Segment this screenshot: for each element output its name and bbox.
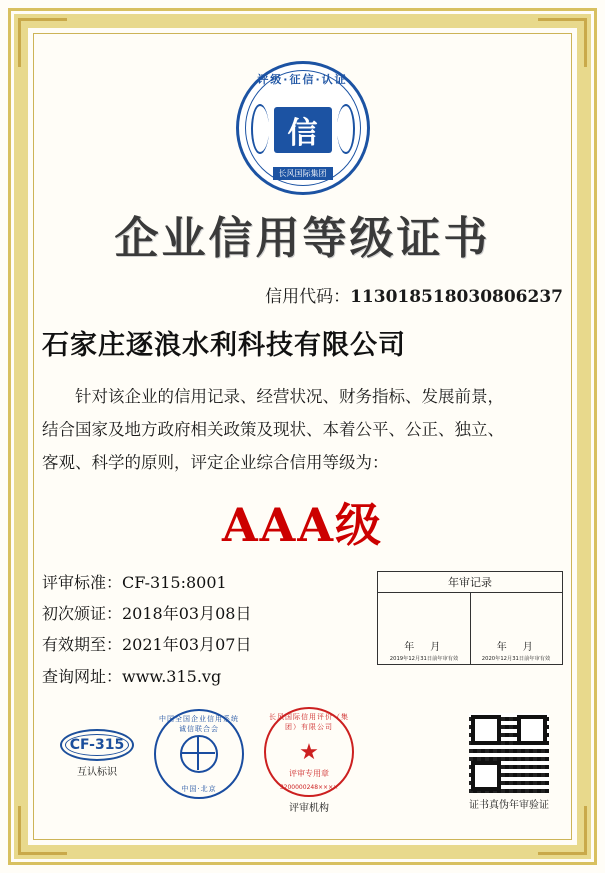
evaluation-agency-seal	[264, 707, 354, 814]
agency-seal-top-text: 长风国际信用评价（集团）有限公司	[269, 713, 349, 731]
body-line-3: 客观、科学的原则，评定企业综合信用等级为：	[42, 453, 389, 472]
detail-valid-until: 有效期至：2021年03月07日	[42, 635, 252, 655]
qr-code-icon[interactable]	[469, 713, 549, 793]
emblem-laurel-left-icon	[251, 104, 269, 154]
evaluation-agency-seal-icon	[264, 707, 354, 797]
association-seal-bottom-text: 中国·北京	[181, 785, 217, 793]
organization-emblem-icon	[236, 61, 370, 195]
annual-review-box	[377, 571, 563, 665]
details-list	[42, 567, 367, 692]
emblem-laurel-right-icon	[337, 104, 355, 154]
body-line-1-text: 针对该企业的信用记录、经营状况、财务指标、发展前景，	[75, 387, 504, 406]
emblem-area	[42, 62, 563, 194]
annual-review-note: 2020年12月31日前年审有效	[482, 656, 551, 662]
credit-code-line	[42, 282, 563, 307]
details-and-annual-review	[42, 567, 563, 692]
page-title: 企业信用等级证书	[114, 213, 491, 264]
mutual-recognition-label: 互认标识	[77, 767, 117, 778]
body-line-1	[42, 380, 563, 413]
association-seal-top-text: 中国全国企业信用系统诚信联合会	[159, 715, 239, 733]
detail-standard: 评审标准：CF-315:8001	[42, 573, 227, 592]
agency-seal-number: 3200000248××××	[279, 784, 339, 791]
annual-review-note: 2019年12月31日前年审有效	[389, 656, 458, 662]
emblem-core-character: 信	[274, 107, 332, 153]
annual-review-cell	[378, 593, 470, 664]
company-name: 石家庄逐浪水利科技有限公司	[42, 330, 406, 361]
qr-verification-label: 证书真伪年审验证	[469, 800, 549, 811]
emblem-top-text: 评级·征信·认证	[257, 73, 348, 86]
star-icon: ★	[299, 739, 319, 764]
globe-icon	[180, 735, 218, 773]
annual-review-date: 年 月	[496, 642, 536, 653]
certificate-content	[42, 40, 563, 833]
emblem-band-text: 长风国际集团	[273, 167, 333, 180]
credit-code-value: 113018518030806237	[350, 287, 563, 307]
mutual-recognition-seal	[60, 729, 134, 778]
qr-verification-block	[469, 713, 549, 811]
certificate-body-text	[42, 380, 563, 479]
detail-issue-date: 初次颁证：2018年03月08日	[42, 604, 252, 624]
agency-center-label: 评审机构	[289, 803, 329, 814]
annual-review-cell	[470, 593, 563, 664]
cf-315-badge-icon: CF-315	[60, 729, 134, 761]
detail-query-url[interactable]: 查询网址：www.315.vg	[42, 666, 222, 686]
body-line-2: 结合国家及地方政府相关政策及现状、本着公平、公正、独立、	[42, 420, 504, 439]
annual-review-date: 年 月	[404, 642, 444, 653]
credit-grade: AAA级	[221, 498, 384, 552]
agency-seal-inner-text: 评审专用章	[289, 769, 329, 778]
association-seal	[154, 709, 244, 799]
credit-code-label: 信用代码：	[265, 287, 351, 307]
annual-review-title: 年审记录	[378, 572, 562, 593]
association-seal-icon	[154, 709, 244, 799]
seals-row	[42, 707, 563, 827]
qr-eye-bottom-left	[471, 761, 501, 791]
annual-review-cells	[378, 593, 562, 664]
